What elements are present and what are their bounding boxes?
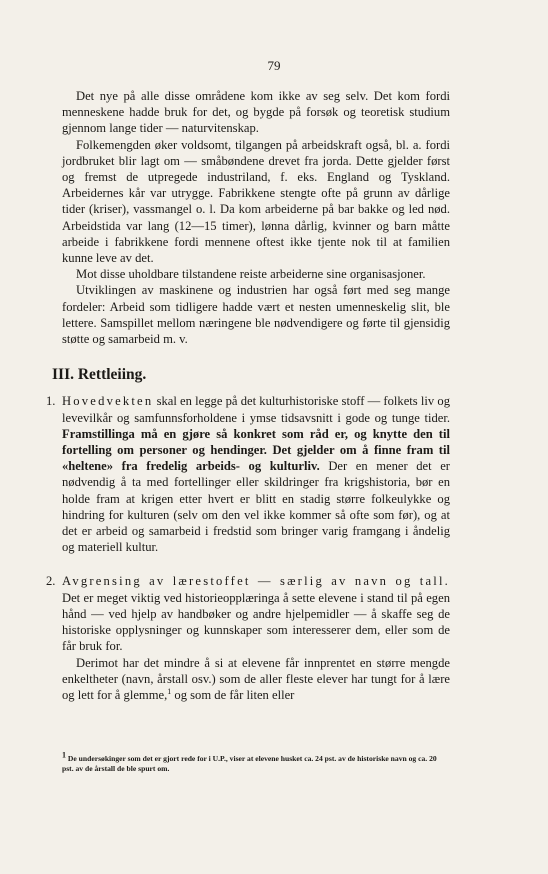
item-1-text-a: skal en legge på det kulturhistoriske stoff — folkets liv og levevilkår og samfunnsforholdene i ymse tidsavsnitt i gode og tunge tider.: [62, 394, 450, 425]
paragraph-intro-3: Mot disse uholdbare tilstandene reiste arbeiderne sine organisasjoner.: [76, 267, 426, 282]
item-2-text-a: Det er meget viktig ved historieopplæringa å sette elevene i stand til på egen hånd — ved hjelp av handbøker og andre hjelpemidler — å skaffe seg de historiske opplysninger og kunnskaper som interesserer dem, eller som de får bruk for.: [62, 590, 450, 654]
item-2-text-c: og som de får liten eller: [171, 687, 295, 702]
section-heading: III. Rettleiing.: [52, 366, 147, 384]
item-1-text-b: Der en mener det er nødvendig å ta med fortellinger eller skildringer fra krigshistoria, bør en holde fram at krigen etter hvert er blitt en stadig større folkeulykke og hindring for kulturen (selv om den vel ikke kommer så ofte som før), og at det er arbeid og samarbeid i fredstid som bringer varig framgang i åndelig og materiell kultur.: [62, 459, 450, 555]
paragraph-intro-1: Det nye på alle disse områdene kom ikke av seg selv. Det kom fordi menneskene hadde bruk for det, og bygde på forsøk og teoretisk studium gjennom lange tider — naturvitenskap.: [62, 89, 450, 136]
item-1-text: [62, 393, 450, 555]
guidance-item-1: [46, 393, 450, 555]
item-1-bold: Framstillinga må en gjøre så konkret som råd er, og knytte den til fortelling om personer og hendinger. Det gjelder om å finne fram til «heltene» fra fredelig arbeids- og kulturliv.: [62, 426, 450, 474]
item-number: 2.: [46, 574, 56, 589]
paragraph-intro-4: Utviklingen av maskinene og industrien har også ført med seg mange fordeler: Arbeid som tidligere hadde vært et nesten umenneskelig slit, ble lettere. Samspillet mellom næringene ble nødvendigere og førte til gjensidig støtte og samarbeid m. v.: [62, 283, 450, 347]
item-1-lead: Hovedvekten: [62, 394, 154, 409]
footnote-text: De undersøkinger som det er gjort rede for i U.P., viser at elevene husket ca. 24 pst. av de historiske navn og ca. 20 pst. av de årstall de ble spurt om.: [62, 754, 437, 773]
item-2-lead: Avgrensing av lærestoffet — særlig av navn og tall.: [62, 574, 450, 589]
footnote-marker: 1: [62, 750, 66, 760]
footnote-ref[interactable]: 1: [167, 686, 172, 696]
item-2-text-b: Derimot har det mindre å si at elevene får innprentet en større mengde enkeltheter (navn, årstall osv.) som de aller fleste elever har tungt for å lære og lett for å glemme,: [62, 655, 450, 702]
page-number: 79: [267, 58, 281, 73]
item-2-text: [62, 573, 450, 654]
page-body: [46, 88, 450, 703]
footnote: [62, 750, 450, 774]
item-2-paragraph-2: [62, 655, 450, 704]
paragraph-intro-2: Folkemengden øker voldsomt, tilgangen på arbeidskraft også, bl. a. fordi jordbruket blir lagt om — småbøndene drevet fra jorda. Dette gjelder først og fremst de utpregede industriland, f. eks. England og Tyskland. Arbeidernes kår var utrygge. Fabrikkene stengte ofte på grunn av dårlige tider (kriser), vassmangel o. l. Da kom arbeiderne på bar bakke og led nød. Arbeidstida var lang (12—15 timer), lønna dårlig, kvinner og barn måtte arbeide i fabrikkene fordi mennene oftest ikke tjente nok til at familien kunne leve av det.: [62, 137, 450, 266]
item-number: 1.: [46, 394, 56, 409]
guidance-item-2: [46, 573, 450, 703]
